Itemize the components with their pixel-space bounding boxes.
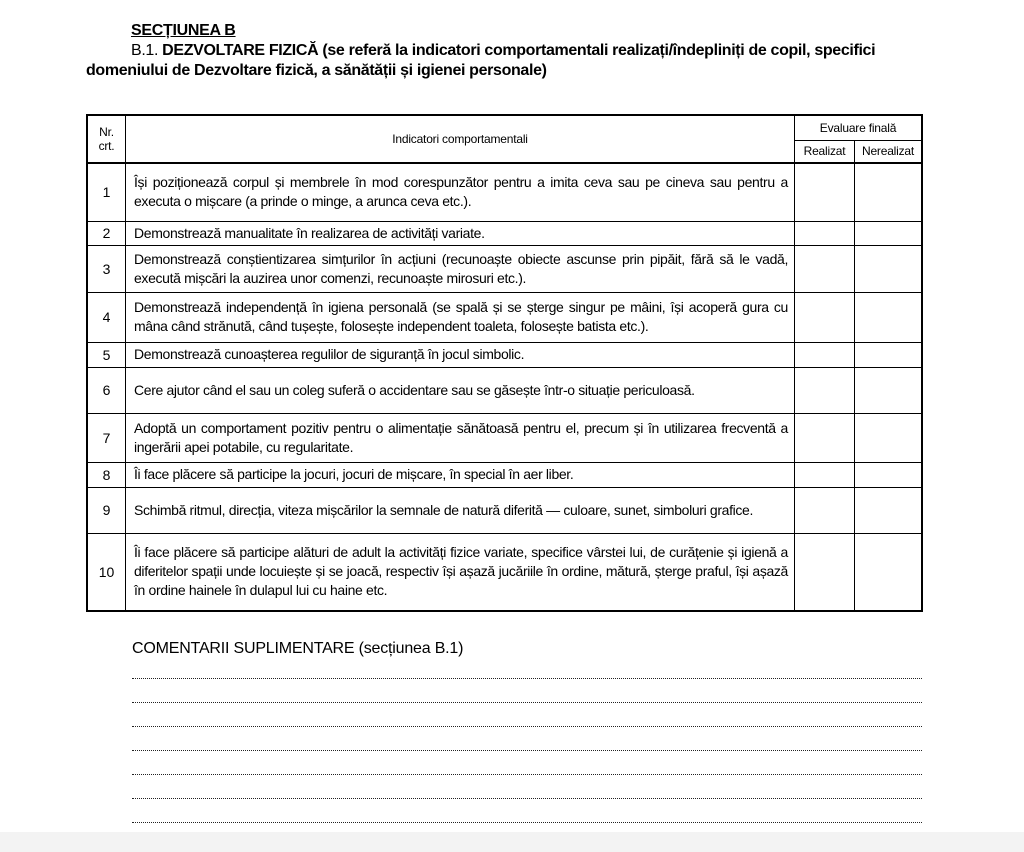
not-realized-cell[interactable] [855, 462, 923, 487]
not-realized-cell[interactable] [855, 367, 923, 413]
row-number: 2 [87, 221, 126, 245]
page-bottom-band [0, 832, 1024, 852]
table-row [87, 487, 922, 533]
comment-line[interactable] [132, 678, 922, 679]
table-row [87, 163, 922, 221]
row-number: 7 [87, 413, 126, 462]
comment-line[interactable] [132, 822, 922, 823]
indicator-text: Îi face plăcere să participe alături de adult la activități fizice variate, specifice vârstei lui, de curățenie și igienă a diferitelor spații unde locuiește și se joacă, respectiv își așază jucăriile în ordine, mătură, șterge praful, își așază în ordine hainele în dulapul lui cu haine etc. [126, 533, 795, 611]
not-realized-cell[interactable] [855, 163, 923, 221]
not-realized-cell[interactable] [855, 413, 923, 462]
realized-cell[interactable] [795, 292, 855, 342]
row-number: 9 [87, 487, 126, 533]
row-number: 8 [87, 462, 126, 487]
indicator-text: Demonstrează manualitate în realizarea de activități variate. [126, 221, 795, 245]
indicator-text: Cere ajutor când el sau un coleg suferă o accidentare sau se găsește într-o situație periculoasă. [126, 367, 795, 413]
comment-line[interactable] [132, 702, 922, 703]
indicator-text: Schimbă ritmul, direcția, viteza mișcărilor la semnale de natură diferită — culoare, sunet, simboluri grafice. [126, 487, 795, 533]
realized-cell[interactable] [795, 533, 855, 611]
row-number: 5 [87, 342, 126, 367]
row-number: 4 [87, 292, 126, 342]
indicator-text: Adoptă un comportament pozitiv pentru o alimentație sănătoasă pentru el, precum și în utilizarea frecventă a ingerării apei potabile, cu regularitate. [126, 413, 795, 462]
indicator-text: Demonstrează conștientizarea simțurilor în acțiuni (recunoaște obiecte ascunse prin pipăit, fără să le vadă, execută mișcări la auzirea unor comenzi, recunoaște mirosuri etc.). [126, 245, 795, 292]
indicator-text: Demonstrează cunoașterea regulilor de siguranță în jocul simbolic. [126, 342, 795, 367]
table-row [87, 342, 922, 367]
realized-cell[interactable] [795, 367, 855, 413]
subsection-description: (se referă la indicatori comportamentali realizați/îndepliniți de copil, specifici domeniului de Dezvoltare fizică, a sănătății și igienei personale) [86, 42, 876, 79]
row-number: 1 [87, 163, 126, 221]
subsection-heading [86, 41, 926, 81]
indicator-text: Își poziționează corpul și membrele în mod corespunzător pentru a imita ceva sau pe cineva sau pentru a executa o mișcare (a prinde o minge, a arunca ceva etc.). [126, 163, 795, 221]
table-row [87, 367, 922, 413]
comments-label: COMENTARII SUPLIMENTARE (secțiunea B.1) [132, 640, 464, 657]
table-row [87, 462, 922, 487]
indicators-table [86, 114, 923, 612]
not-realized-cell[interactable] [855, 342, 923, 367]
table-row [87, 533, 922, 611]
not-realized-cell[interactable] [855, 245, 923, 292]
comment-line[interactable] [132, 798, 922, 799]
comment-line[interactable] [132, 750, 922, 751]
header-realized: Realizat [795, 140, 855, 163]
comment-line[interactable] [132, 774, 922, 775]
row-number: 10 [87, 533, 126, 611]
row-number: 6 [87, 367, 126, 413]
realized-cell[interactable] [795, 413, 855, 462]
header-evaluation: Evaluare finală [795, 115, 923, 140]
realized-cell[interactable] [795, 245, 855, 292]
not-realized-cell[interactable] [855, 487, 923, 533]
header-not-realized: Nerealizat [855, 140, 923, 163]
table-row [87, 221, 922, 245]
header-indicators: Indicatori comportamentali [126, 115, 795, 163]
not-realized-cell[interactable] [855, 533, 923, 611]
comment-line[interactable] [132, 726, 922, 727]
table-row [87, 245, 922, 292]
realized-cell[interactable] [795, 163, 855, 221]
realized-cell[interactable] [795, 342, 855, 367]
table-row [87, 413, 922, 462]
not-realized-cell[interactable] [855, 292, 923, 342]
section-title: SECȚIUNEA B [131, 22, 236, 39]
realized-cell[interactable] [795, 487, 855, 533]
table-row [87, 292, 922, 342]
indicator-text: Demonstrează independență în igiena personală (se spală și se șterge singur pe mâini, își acoperă gura cu mâna când strănută, când tușește, folosește independent toaleta, folosește batista etc.). [126, 292, 795, 342]
header-nr: Nr. crt. [87, 115, 126, 163]
realized-cell[interactable] [795, 221, 855, 245]
realized-cell[interactable] [795, 462, 855, 487]
subsection-title: DEZVOLTARE FIZICĂ [162, 42, 319, 59]
row-number: 3 [87, 245, 126, 292]
subsection-number: B.1. [131, 42, 159, 59]
indicator-text: Îi face plăcere să participe la jocuri, jocuri de mișcare, în special în aer liber. [126, 462, 795, 487]
not-realized-cell[interactable] [855, 221, 923, 245]
